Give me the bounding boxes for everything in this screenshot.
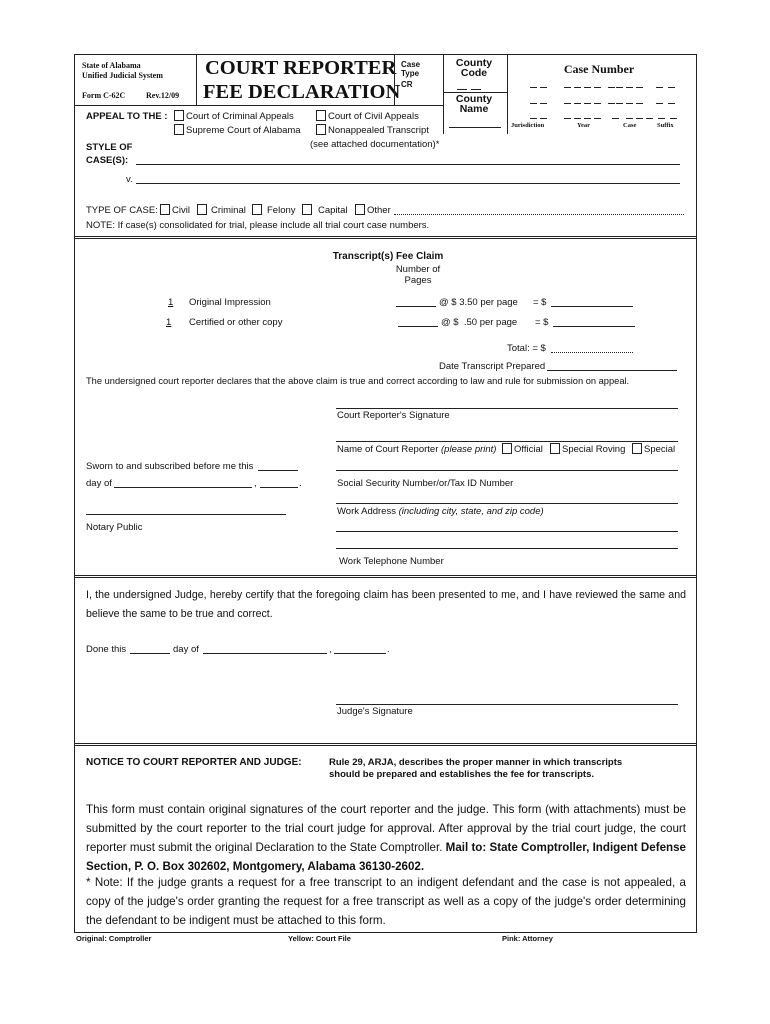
revision: Rev.12/09: [146, 91, 180, 100]
county-code-label: County Code: [455, 57, 493, 79]
judge-signature-label: Judge's Signature: [337, 706, 413, 717]
case-type-felony-checkbox[interactable]: [252, 204, 262, 215]
ssn-label: Social Security Number/or/Tax ID Number: [337, 478, 514, 489]
case-type-other-checkbox[interactable]: [355, 204, 365, 215]
comma: ,: [254, 478, 257, 489]
judge-certification: I, the undersigned Judge, hereby certify that the foregoing claim has been presented to me, and I have reviewed the same and believe the same to be true and correct.: [86, 589, 686, 620]
role-option: Special Roving: [562, 444, 626, 455]
form-number: Form C-62C: [82, 91, 126, 100]
notice-rule: Rule 29, ARJA, describes the proper manner in which transcripts: [329, 757, 623, 768]
address-field-line1[interactable]: [336, 531, 678, 532]
copy-label: Certified or other copy: [189, 317, 283, 328]
notice-body: [86, 800, 686, 876]
address-label: [337, 506, 544, 517]
reporter-signature-label: Court Reporter's Signature: [337, 410, 450, 421]
appeal-nonappealed-checkbox[interactable]: [316, 124, 326, 135]
claim-title: Transcript(s) Fee Claim: [332, 251, 444, 262]
reporter-name-field[interactable]: [336, 441, 678, 442]
appeal-option: Nonappealed Transcript: [328, 125, 429, 136]
form-title-line2: FEE DECLARATION: [203, 81, 401, 103]
county-code-field[interactable]: [457, 89, 467, 90]
county-name-label: County Name: [455, 93, 493, 115]
style-defendant-field[interactable]: [136, 183, 680, 184]
style-label: CASE(S):: [86, 155, 129, 166]
system-name: Unified Judicial System: [82, 71, 163, 80]
case-type-value: CR: [401, 80, 413, 89]
period: .: [387, 644, 390, 655]
reporter-signature-field[interactable]: [336, 408, 678, 409]
total-amount-field[interactable]: [551, 352, 633, 353]
role-official-checkbox[interactable]: [502, 443, 512, 454]
case-type-option: Capital: [318, 205, 348, 216]
header-bottom-rule: [74, 105, 443, 106]
total-label: Total: = $: [507, 343, 546, 354]
case-type-civil-checkbox[interactable]: [160, 204, 170, 215]
reporter-name-label: [337, 444, 496, 455]
sworn-month-field[interactable]: [114, 487, 252, 488]
notary-signature-field[interactable]: [86, 514, 286, 515]
section-divider: [74, 743, 697, 746]
date-prepared-label: Date Transcript Prepared: [439, 361, 546, 372]
appeal-option: Court of Criminal Appeals: [186, 111, 294, 122]
done-year-field[interactable]: [334, 653, 386, 654]
header-divider: [196, 54, 197, 106]
phone-label: Work Telephone Number: [339, 556, 444, 567]
done-month-field[interactable]: [203, 653, 327, 654]
sworn-day-field[interactable]: [258, 470, 298, 471]
appeal-note: (see attached documentation)*: [310, 139, 440, 150]
address-hint: (including city, state, and zip code): [398, 506, 544, 517]
period: .: [299, 478, 302, 489]
declaration-text: The undersigned court reporter declares that the above claim is true and correct according to law and rule for submission on appeal.: [86, 376, 630, 386]
notice-body-text: This form must contain original signatures of the court reporter and the judge. This form (with attachments) must be submitted by the court reporter to the trial court judge for approval. After approval by the trial court judge, the court reporter must submit the original Declaration to the State Comptroller.: [86, 803, 686, 854]
original-amount-field[interactable]: [551, 306, 633, 307]
sworn-year-field[interactable]: [260, 487, 298, 488]
footer-original: Original: Comptroller: [76, 934, 152, 943]
notary-label: Notary Public: [86, 522, 143, 533]
role-special-roving-checkbox[interactable]: [550, 443, 560, 454]
case-number-part: Case: [623, 122, 637, 129]
case-type-label: TYPE OF CASE:: [86, 205, 158, 216]
sworn-label: Sworn to and subscribed before me this: [86, 461, 254, 472]
case-type-option: Other: [367, 205, 391, 216]
county-code-field[interactable]: [471, 89, 481, 90]
judge-day-of-label: day of: [173, 644, 199, 655]
reporter-extra-field[interactable]: [336, 470, 678, 471]
mail-to-address: Mail to: State Comptroller, Indigent Defense Section, P. O. Box 302602, Montgomery, Alabama 36130-2602.: [86, 841, 686, 873]
section-divider: [74, 575, 697, 578]
section-divider: [74, 236, 697, 239]
appeal-civil-checkbox[interactable]: [316, 110, 326, 121]
appeal-criminal-checkbox[interactable]: [174, 110, 184, 121]
copy-equals: = $: [535, 317, 549, 328]
header-divider: [394, 54, 395, 106]
done-day-field[interactable]: [130, 653, 170, 654]
address-text: Work Address: [337, 506, 396, 517]
style-of-case-field[interactable]: [136, 164, 680, 165]
original-pages-field[interactable]: [396, 306, 436, 307]
case-type-label: Case Type: [401, 60, 421, 78]
case-number-label: Case Number: [563, 62, 635, 76]
notice-rule: should be prepared and establishes the fee for transcripts.: [329, 769, 595, 780]
role-option: Official: [514, 444, 543, 455]
case-number-part: Suffix: [657, 122, 674, 129]
case-number-part: Jurisdiction: [511, 122, 545, 129]
copy-qty: 1: [166, 317, 172, 328]
reporter-name-text: Name of Court Reporter: [337, 444, 439, 455]
appeal-option: Supreme Court of Alabama: [186, 125, 301, 136]
free-transcript-note: * Note: If the judge grants a request for a free transcript to an indigent defendant and the case is not appealed, a copy of the judge's order granting the request for a free transcript as well as a copy of the judge's order determining the defendant to be indigent must be attached to this form.: [86, 876, 686, 927]
case-number-part: Year: [577, 122, 590, 129]
case-type-criminal-checkbox[interactable]: [197, 204, 207, 215]
footer-yellow: Yellow: Court File: [288, 934, 351, 943]
case-type-option: Felony: [267, 205, 296, 216]
date-prepared-field[interactable]: [547, 370, 677, 371]
other-case-type-field[interactable]: [394, 214, 684, 215]
copy-rate: @ $ .50 per page: [441, 317, 518, 328]
appeal-option: Court of Civil Appeals: [328, 111, 419, 122]
role-special-checkbox[interactable]: [632, 443, 642, 454]
original-qty: 1: [168, 297, 174, 308]
consolidated-note: NOTE: If case(s) consolidated for trial, please include all trial court case numbers.: [86, 220, 430, 231]
notice-title: NOTICE TO COURT REPORTER AND JUDGE:: [86, 757, 302, 768]
style-label: STYLE OF: [86, 142, 133, 153]
original-equals: = $: [533, 297, 547, 308]
form-title-line1: COURT REPORTER: [205, 57, 397, 79]
address-field-line2[interactable]: [336, 548, 678, 549]
pages-header: Number of Pages: [395, 264, 441, 286]
state-name: State of Alabama: [82, 61, 141, 70]
ssn-field[interactable]: [336, 503, 678, 504]
copy-amount-field[interactable]: [553, 326, 635, 327]
versus-label: v.: [126, 174, 133, 185]
footer-pink: Pink: Attorney: [502, 934, 553, 943]
case-type-option: Civil: [172, 205, 190, 216]
original-label: Original Impression: [189, 297, 271, 308]
reporter-name-hint: (please print): [441, 444, 497, 455]
judge-signature-field[interactable]: [336, 704, 678, 705]
done-this-label: Done this: [86, 644, 127, 655]
appeal-supreme-checkbox[interactable]: [174, 124, 184, 135]
comma: ,: [329, 644, 332, 655]
sworn-day-of-label: day of: [86, 478, 112, 489]
case-type-option: Criminal: [211, 205, 246, 216]
appeal-label: APPEAL TO THE :: [86, 111, 168, 122]
role-option: Special: [644, 444, 676, 455]
original-rate: @ $ 3.50 per page: [439, 297, 518, 308]
case-type-capital-checkbox[interactable]: [302, 204, 312, 215]
copy-pages-field[interactable]: [398, 326, 438, 327]
county-name-field[interactable]: [449, 127, 501, 128]
